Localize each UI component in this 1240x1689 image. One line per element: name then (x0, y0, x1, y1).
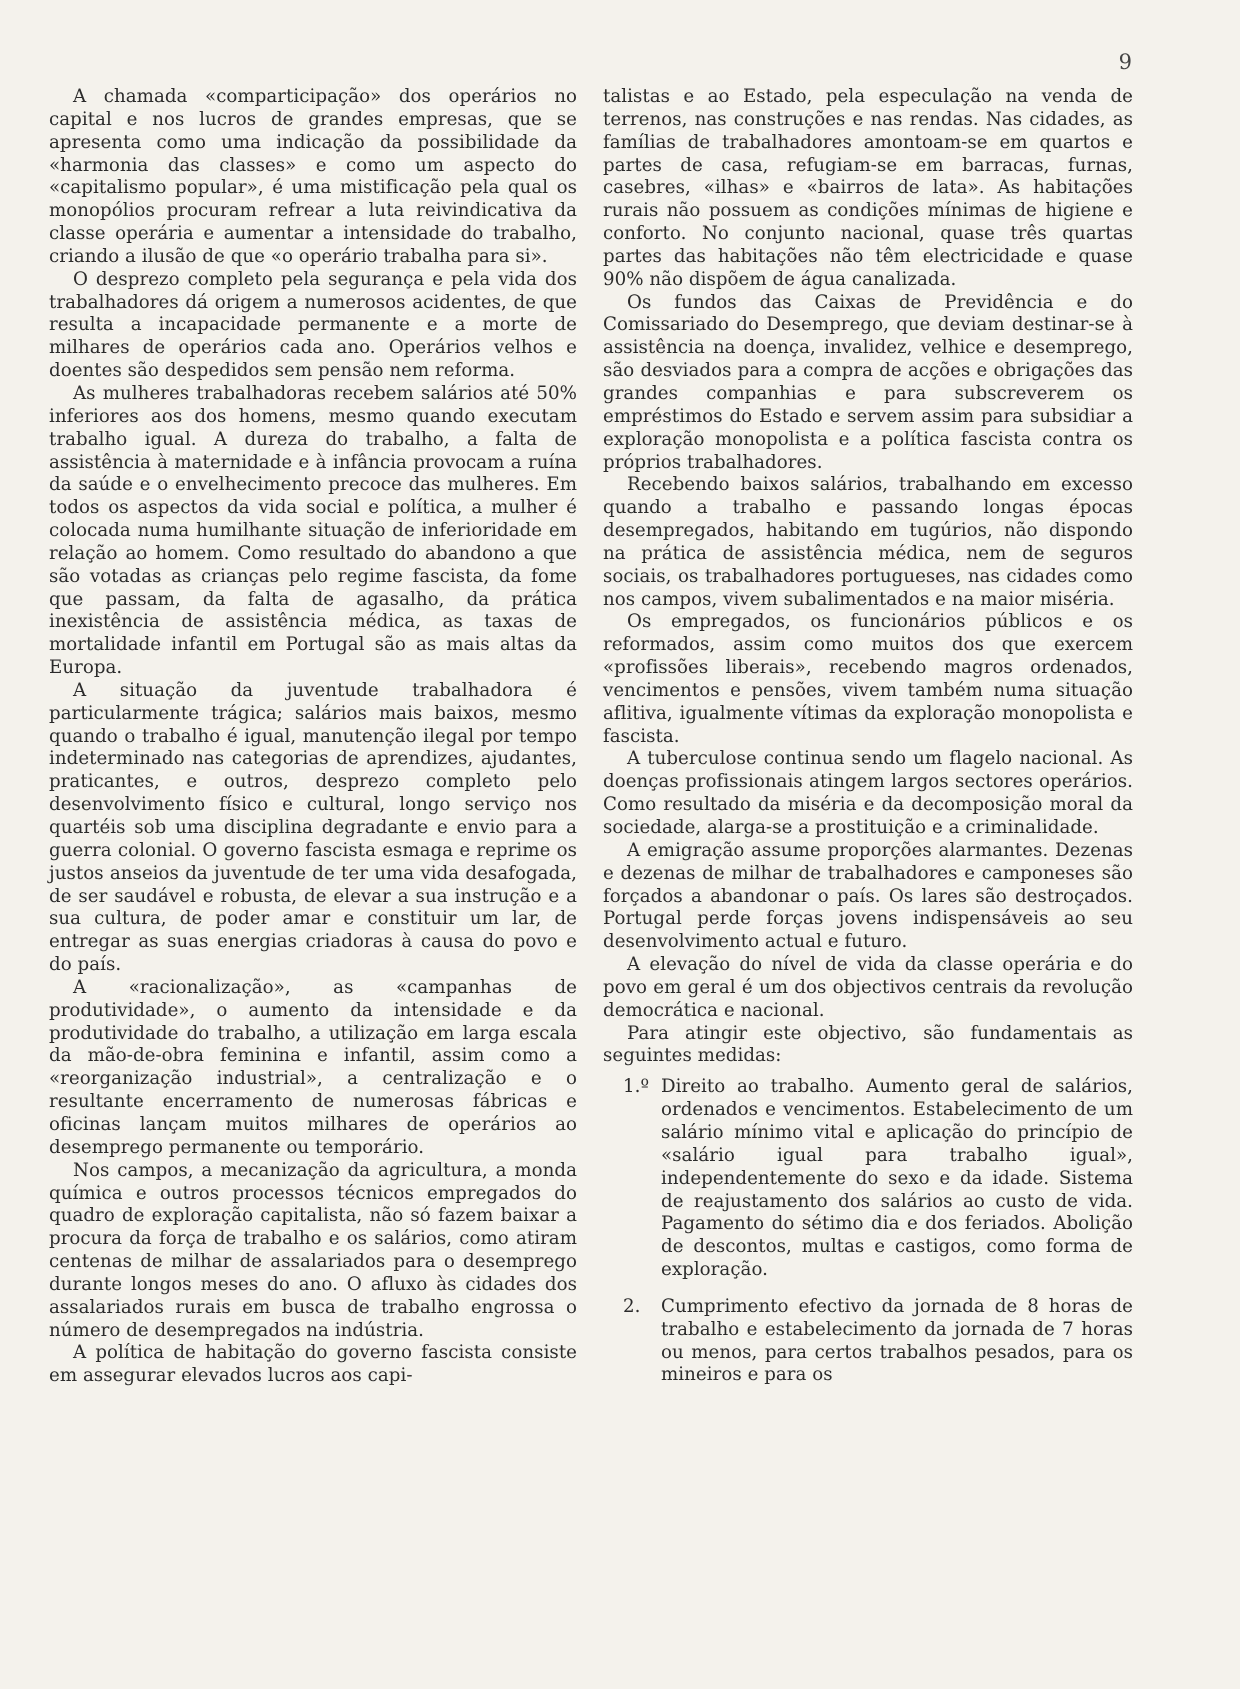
paragraph: O desprezo completo pela segurança e pela vida dos trabalhadores dá origem a numerosos acidentes, de que resulta a incapacidade permanente e a morte de milhares de operários cada ano. Operários velhos e doentes são despedidos sem pensão nem reforma. (49, 268, 577, 382)
left-column (49, 86, 577, 1388)
paragraph: A «racionalização», as «campanhas de produtividade», o aumento da intensidade e da produtividade do trabalho, a utilização em larga escala da mão-de-obra feminina e infantil, assim como a «reorganização industrial», a centralização e o resultante encerramento de numerosas fábricas e oficinas lançam muitos milhares de operários ao desemprego permanente ou temporário. (49, 976, 577, 1158)
paragraph: A chamada «comparticipação» dos operários no capital e nos lucros de grandes empresas, que se apresenta como uma indicação da possibilidade da «harmonia das classes» e como um aspecto do «capitalismo popular», é uma mistificação pela qual os monopólios procuram refrear a luta reivindicativa da classe operária e aumentar a intensidade do trabalho, criando a ilusão de que «o operário trabalha para si». (49, 86, 577, 267)
paragraph: Nos campos, a mecanização da agricultura, a monda química e outros processos técnicos empregados do quadro de exploração capitalista, não só fazem baixar a procura da força de trabalho e os salários, como atiram centenas de milhar de assalariados para o desemprego durante longos meses do ano. O afluxo às cidades dos assalariados rurais em busca de trabalho engrossa o número de desempregados na indústria. (49, 1159, 577, 1341)
paragraph: As mulheres trabalhadoras recebem salários até 50% inferiores aos dos homens, mesmo quando executam trabalho igual. A dureza do trabalho, a falta de assistência à maternidade e à infância provocam a ruína da saúde e o envelhecimento precoce das mulheres. Em todos os aspectos da vida social e política, a mulher é colocada numa humilhante situação de inferioridade em relação ao homem. Como resultado do abandono a que são votadas as crianças pelo regime fascista, da fome que passam, da falta de agasalho, da prática inexistência de assistência médica, as taxas de mortalidade infantil em Portugal são as mais altas da Europa. (49, 382, 577, 679)
paragraph: A situação da juventude trabalhadora é particularmente trágica; salários mais baixos, mesmo quando o trabalho é igual, manutenção ilegal por tempo indeterminado nas categorias de aprendizes, ajudantes, praticantes, e outros, desprezo completo pelo desenvolvimento físico e cultural, longo serviço nos quartéis sob uma disciplina degradante e envio para a guerra colonial. O governo fascista esmaga e reprime os justos anseios da juventude de ter uma vida desafogada, de ser saudável e robusta, de elevar a sua instrução e a sua cultura, de poder amar e constituir um lar, de entregar as suas energias criadoras à causa do povo e do país. (49, 679, 577, 976)
paragraph: Para atingir este objectivo, são fundamentais as seguintes medidas: (603, 1022, 1133, 1067)
paragraph: A elevação do nível de vida da classe operária e do povo em geral é um dos objectivos centrais da revolução democrática e nacional. (603, 954, 1133, 1021)
page-number: 9 (1118, 50, 1132, 74)
measure-text: Direito ao trabalho. Aumento geral de salários, ordenados e vencimentos. Estabelecimento de um salário mínimo vital e aplicação do princípio de «salário igual para trabalho igual», independentemente do sexo e da idade. Sistema de reajustamento dos salários ao custo de vida. Pagamento do sétimo dia e dos feriados. Abolição de descontos, multas e castigos, como forma de exploração. (661, 1076, 1133, 1281)
measure-number: 2. (623, 1295, 641, 1317)
paragraph: A tuberculose continua sendo um flagelo nacional. As doenças profissionais atingem largos sectores operários. Como resultado da miséria e da decomposição moral da sociedade, alarga-se a prostituição e a criminalidade. (603, 748, 1133, 838)
paragraph: Os fundos das Caixas de Previdência e do Comissariado do Desemprego, que deviam destinar-se à assistência na doença, invalidez, velhice e desemprego, são desviados para a compra de acções e obrigações das grandes companhias e para subscreverem os empréstimos do Estado e servem assim para subsidiar a exploração monopolista e a política fascista contra os próprios trabalhadores. (603, 291, 1133, 473)
measure-number: 1.º (623, 1076, 650, 1098)
measure-item (603, 1076, 1133, 1282)
paragraph: A emigração assume proporções alarmantes. Dezenas e dezenas de milhar de trabalhadores e camponeses são forçados a abandonar o país. Os lares são destroçados. Portugal perde forças jovens indispensáveis ao seu desenvolvimento actual e futuro. (603, 839, 1133, 953)
paragraph: Os empregados, os funcionários públicos e os reformados, assim como muitos dos que exercem «profissões liberais», recebendo magros ordenados, vencimentos e pensões, vivem também numa situação aflitiva, igualmente vítimas da exploração monopolista e fascista. (603, 611, 1133, 747)
paragraph-continuation: talistas e ao Estado, pela especulação na venda de terrenos, nas construções e nas rendas. Nas cidades, as famílias de trabalhadores amontoam-se em quartos e partes de casa, refugiam-se em barracas, furnas, casebres, «ilhas» e «bairros de lata». As habitações rurais não possuem as condições mínimas de higiene e conforto. No conjunto nacional, quase três quartas partes das habitações não têm electricidade e quase 90% não dispõem de água canalizada. (603, 86, 1133, 290)
measure-item (603, 1296, 1133, 1387)
measure-text: Cumprimento efectivo da jornada de 8 horas de trabalho e estabelecimento da jornada de 7 horas ou menos, para certos trabalhos pesados, para os mineiros e para os (661, 1295, 1133, 1386)
right-column (603, 86, 1133, 1387)
paragraph: A política de habitação do governo fascista consiste em assegurar elevados lucros aos capi- (49, 1342, 577, 1387)
paragraph: Recebendo baixos salários, trabalhando em excesso quando a trabalho e passando longas épocas desempregados, habitando em tugúrios, não dispondo na prática de assistência médica, nem de seguros sociais, os trabalhadores portugueses, nas cidades como nos campos, vivem subalimentados e na maior miséria. (603, 474, 1133, 610)
